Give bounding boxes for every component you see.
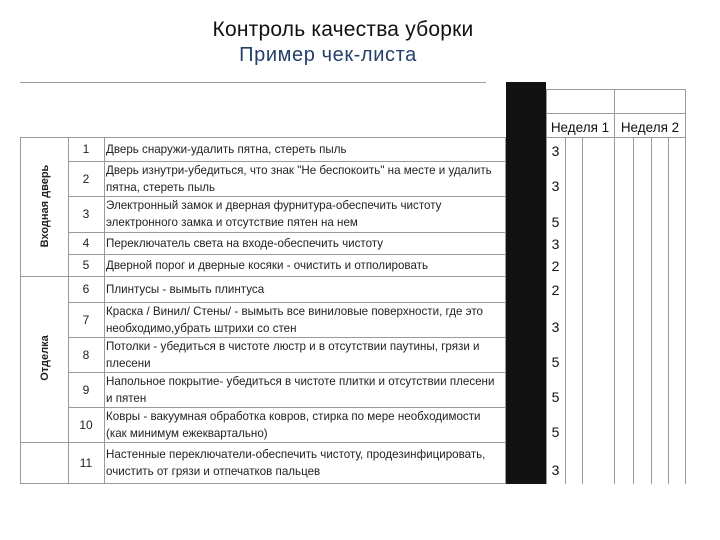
row-score: 5 <box>551 354 560 370</box>
row-description: Дверь изнутри-убедиться, что знак "Не беспокоить" на месте и удалить пятна, стереть пыль <box>106 163 492 194</box>
row-number: 9 <box>82 382 90 397</box>
grid-line <box>20 137 21 484</box>
row-number: 11 <box>79 455 93 470</box>
row-description: Потолки - убедиться в чистоте люстр и в отсутствии паутины, грязи и плесени <box>106 339 480 370</box>
row-score: 3 <box>551 178 560 194</box>
row-description: Настенные переключатели-обеспечить чистоту, продезинфицировать, очистить от грязи и отпечатков пальцев <box>106 447 486 478</box>
row-number: 10 <box>79 417 93 432</box>
page-subtitle: Пример чек-листа <box>239 44 417 66</box>
row-description: Плинтусы - вымыть плинтуса <box>106 282 265 296</box>
grid-line <box>565 137 566 484</box>
row-description: Дверь снаружи-удалить пятна, стереть пыль <box>106 142 347 156</box>
row-number: 7 <box>82 312 90 327</box>
grid-line <box>633 137 634 484</box>
section-label-entrance-door: Входная дверь <box>39 164 51 248</box>
row-score: 5 <box>551 424 560 440</box>
row-description: Переключатель света на входе-обеспечить чистоту <box>106 236 384 250</box>
row-score: 5 <box>551 389 560 405</box>
row-number: 1 <box>82 142 90 156</box>
row-number: 6 <box>82 282 90 296</box>
row-description: Напольное покрытие- убедиться в чистоте плитки и отсутствии плесени и пятен <box>106 374 495 405</box>
grid-line <box>685 89 686 484</box>
row-score: 3 <box>551 462 560 478</box>
grid-line <box>20 483 505 484</box>
grid-line <box>668 137 669 484</box>
score-column-background <box>506 82 546 484</box>
section-label-finishing: Отделка <box>39 335 51 381</box>
row-number: 8 <box>82 347 90 362</box>
week-1-header: Неделя 1 <box>550 120 610 135</box>
row-score: 2 <box>551 258 560 274</box>
grid-line <box>651 137 652 484</box>
row-score: 3 <box>551 143 560 159</box>
grid-line <box>20 82 486 83</box>
week-2-header: Неделя 2 <box>620 120 680 135</box>
row-description: Дверной порог и дверные косяки - очистить и отполировать <box>106 258 429 272</box>
grid-line <box>546 89 686 90</box>
row-score: 3 <box>551 236 560 252</box>
row-number: 3 <box>82 207 90 221</box>
row-number: 2 <box>82 171 90 186</box>
page-title: Контроль качества уборки <box>212 18 474 41</box>
grid-line <box>505 137 506 484</box>
row-number: 4 <box>82 236 90 250</box>
grid-line <box>104 137 105 484</box>
row-description: Электронный замок и дверная фурнитура-обеспечить чистоту электронного замка и отсутствие пятен на нем <box>106 199 442 229</box>
row-score: 5 <box>551 214 560 230</box>
row-description: Краска / Винил/ Стены/ - вымыть все виниловые поверхности, где это необходимо,убрать штрихи со стен <box>106 304 483 335</box>
grid-line <box>614 137 615 484</box>
grid-line <box>582 137 583 484</box>
row-score: 2 <box>551 282 560 298</box>
grid-line <box>546 113 686 114</box>
row-number: 5 <box>82 258 90 272</box>
checklist-sheet <box>20 82 686 484</box>
row-score: 3 <box>551 319 560 335</box>
grid-line <box>546 137 686 138</box>
row-description: Ковры - вакуумная обработка ковров, стирка по мере необходимости (как минимум ежеквартально) <box>106 409 481 440</box>
